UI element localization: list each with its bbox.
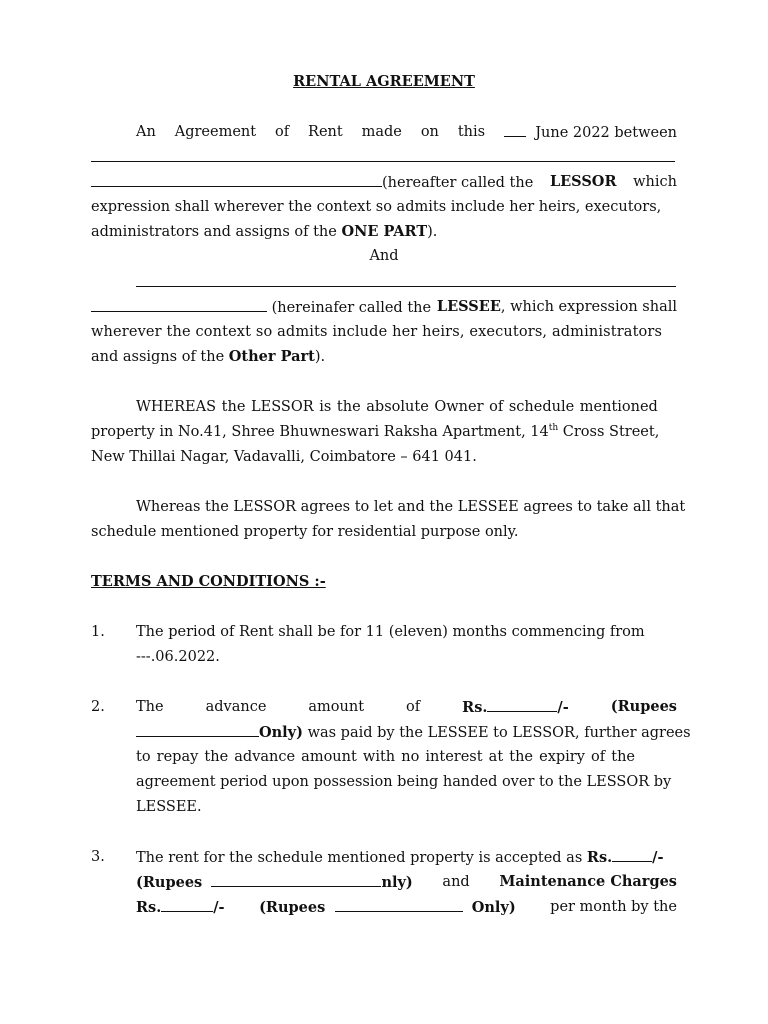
rupees-label: (Rupees: [610, 698, 677, 715]
clause-2-line-3: to repay the advance amount with no interest at the expiry of the: [136, 749, 635, 765]
document-title: RENTAL AGREEMENT: [293, 73, 475, 90]
advance-words-blank: [136, 722, 259, 737]
clause-3-number: 3.: [91, 849, 105, 865]
date-tail-text: June 2022 between: [535, 125, 677, 141]
hereinafer-text: (hereinafer called the: [267, 300, 432, 316]
whereas1-line-1: WHEREAS the LESSOR is the absolute Owner of schedule mentioned: [136, 399, 658, 415]
lessor-label: LESSOR: [549, 173, 617, 190]
ordinal-superscript: th: [548, 423, 559, 434]
intro-line-3: [91, 172, 677, 193]
rupees-label: (Rupees: [136, 874, 203, 891]
clause-3-line-1: [136, 847, 677, 868]
rs-label: Rs.: [586, 849, 613, 866]
clause-2-line-4: agreement period upon possession being handed over to the LESSOR by: [136, 774, 672, 790]
advance-amount-field: [462, 697, 569, 718]
whereas1-line-3: New Thillai Nagar, Vadavalli, Coimbatore – 641 041.: [91, 449, 477, 465]
intro-word: of: [275, 124, 290, 140]
intro-word: An: [136, 124, 156, 140]
lessee-rest-text: , which expression shall: [500, 299, 677, 315]
clause-2-number: 2.: [91, 699, 105, 715]
clause-3-line-3: [136, 897, 677, 918]
slash-label: /-: [652, 849, 664, 866]
clause-2-line-5: LESSEE.: [136, 799, 202, 815]
which-text: which: [633, 174, 677, 190]
lessor-name-blank-line: [91, 147, 677, 168]
clause-1-number: 1.: [91, 624, 105, 640]
per-month-text: per month by the: [550, 899, 677, 915]
rs-label: Rs.: [136, 899, 162, 916]
cross-street-text: Cross Street,: [558, 424, 660, 440]
lessee-line-2: wherever the context so admits include her heirs, executors, administrators: [91, 324, 663, 340]
slash-label: /-: [213, 899, 225, 916]
lessee-name-blank-line: [136, 272, 677, 293]
lessee-address-blank: [91, 297, 267, 312]
lessee-name-blank: [136, 272, 676, 287]
other-part-label: Other Part: [228, 348, 315, 365]
maintenance-words-field: [259, 897, 516, 918]
whereas2-line-1: Whereas the LESSOR agrees to let and the LESSEE agrees to take all that: [136, 499, 686, 515]
terms-heading: TERMS AND CONDITIONS :-: [91, 573, 326, 590]
maintenance-amount-blank: [161, 897, 213, 912]
intro-word: Rent: [308, 124, 343, 140]
lessee-line-3: [91, 347, 677, 367]
and-label: And: [369, 248, 399, 264]
intro-line-5: [91, 222, 677, 242]
only-label: Only): [259, 724, 303, 741]
advance-amount-blank: [487, 697, 557, 712]
rent-words-blank: [211, 872, 381, 887]
lessee-defined-text: [437, 297, 677, 318]
intro-line-1: [136, 122, 677, 143]
maintenance-words-blank: [335, 897, 463, 912]
lessor-address-field: [91, 172, 533, 193]
only-label: Only): [471, 899, 516, 916]
date-field: [504, 122, 677, 143]
assigns-text: and assigns of the: [91, 349, 225, 365]
clause-1-line-1: The period of Rent shall be for 11 (eleven) months commencing from: [136, 624, 645, 640]
clause-2-line-2: [136, 722, 691, 743]
clause-2-text: was paid by the LESSEE to LESSOR, further agrees: [302, 725, 691, 741]
clause-word: advance: [205, 699, 267, 715]
property-address-text: property in No.41, Shree Bhuwneswari Raksha Apartment, 14: [91, 424, 549, 440]
whereas1-line-2: [91, 422, 677, 442]
lessee-address-field: [91, 297, 431, 318]
one-part-label: ONE PART: [341, 223, 428, 240]
maintenance-label: Maintenance Charges: [499, 873, 677, 890]
intro-word: Agreement: [174, 124, 257, 140]
rent-text: The rent for the schedule mentioned property is accepted as: [136, 850, 587, 866]
whereas2-line-2: schedule mentioned property for residential purpose only.: [91, 524, 519, 540]
intro-word: on: [420, 124, 439, 140]
lessee-line-1: [91, 297, 677, 318]
admin-text: administrators and assigns of the: [91, 224, 337, 240]
maintenance-amount-field: [136, 897, 225, 918]
clause-word: of: [406, 699, 421, 715]
clause-3-line-2: [136, 872, 677, 893]
rent-words-field: [136, 872, 413, 893]
lessor-address-blank: [91, 172, 382, 187]
rent-amount-blank: [612, 847, 652, 862]
intro-line-4: expression shall wherever the context so admits include her heirs, executors,: [91, 199, 662, 215]
clause-word: amount: [308, 699, 365, 715]
lessor-name-blank: [91, 147, 675, 162]
clause-1-line-2: ---.06.2022.: [136, 649, 220, 665]
clause-2-line-1: [136, 697, 677, 718]
rupees-label: (Rupees: [259, 899, 326, 916]
and-text: and: [442, 874, 470, 890]
nly-label: nly): [381, 874, 413, 891]
hereafter-text: (hereafter called the: [382, 175, 534, 191]
day-blank: [504, 122, 526, 137]
clause-word: The: [136, 699, 164, 715]
close-text: ).: [314, 349, 326, 365]
slash-label: /-: [557, 699, 569, 716]
close-text: ).: [427, 224, 438, 240]
intro-word: made: [361, 124, 402, 140]
intro-word: this: [457, 124, 486, 140]
lessee-label: LESSEE: [436, 298, 501, 315]
rs-label: Rs.: [462, 699, 488, 716]
